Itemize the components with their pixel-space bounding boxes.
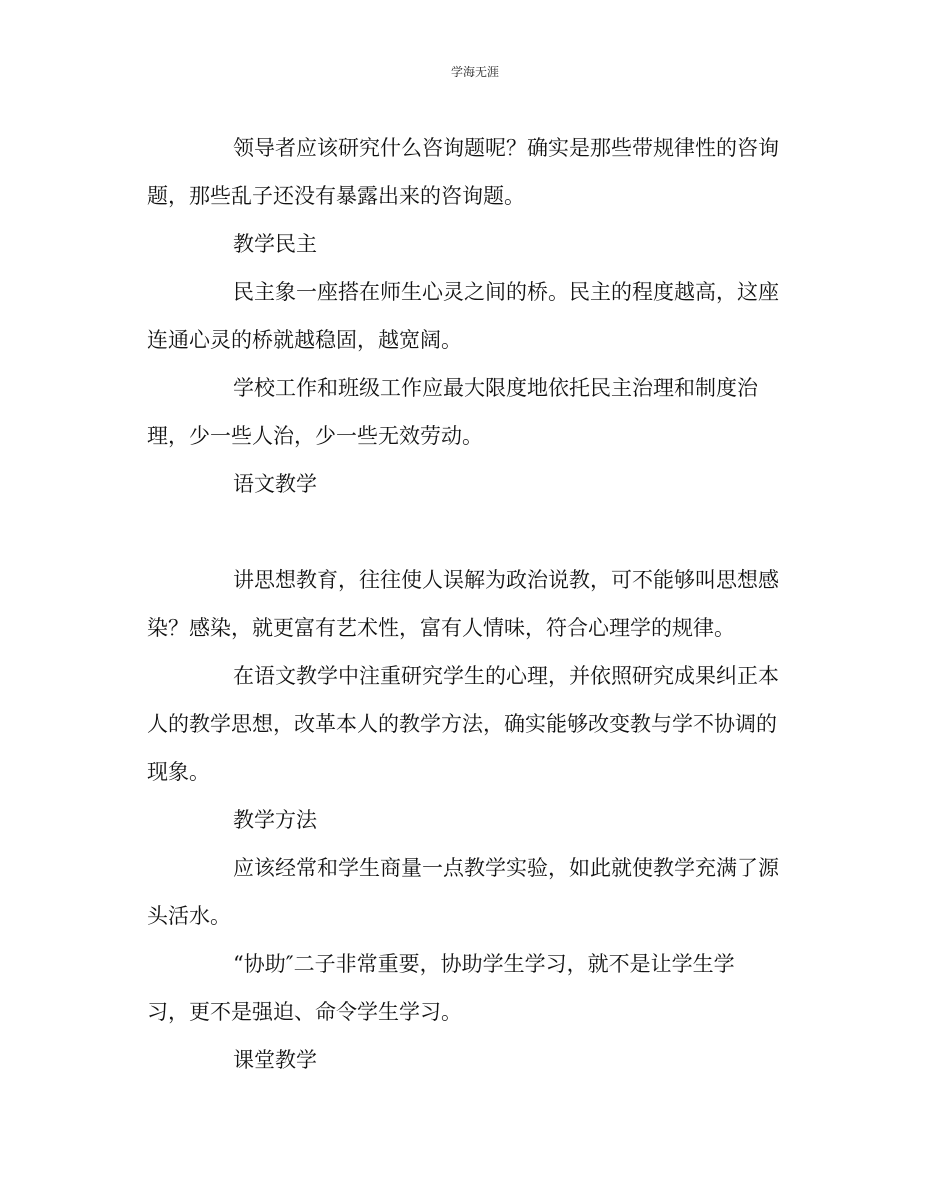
blank-line: [147, 508, 803, 556]
paragraph-line: 头活水。: [147, 904, 231, 928]
section-heading: 语文教学: [233, 472, 317, 496]
page-header: 学海无涯: [450, 65, 499, 79]
paragraph-line: 习，更不是强迫、命令学生学习。: [147, 1000, 462, 1024]
paragraph-line: 现象。: [147, 760, 210, 784]
document-body: [147, 124, 803, 1084]
section-heading: 教学方法: [233, 808, 317, 832]
paragraph-line: 民主象一座搭在师生心灵之间的桥。民主的程度越高，这座: [233, 280, 779, 304]
paragraph-line: 领导者应该研究什么咨询题呢？确实是那些带规律性的咨询: [233, 136, 779, 160]
paragraph-line: 学校工作和班级工作应最大限度地依托民主治理和制度治: [233, 376, 758, 400]
paragraph-line: 题，那些乱子还没有暴露出来的咨询题。: [147, 184, 525, 208]
section-heading: 教学民主: [233, 232, 317, 256]
paragraph-line: 理，少一些人治，少一些无效劳动。: [147, 424, 483, 448]
section-heading: 课堂教学: [233, 1048, 317, 1072]
paragraph-line: 人的教学思想，改革本人的教学方法，确实能够改变教与学不协调的: [147, 712, 777, 736]
paragraph-line: 连通心灵的桥就越稳固，越宽阔。: [147, 328, 462, 352]
paragraph-line: 讲思想教育，往往使人误解为政治说教，可不能够叫思想感: [233, 568, 779, 592]
paragraph-line: 应该经常和学生商量一点教学实验，如此就使教学充满了源: [233, 856, 779, 880]
paragraph-line: 在语文教学中注重研究学生的心理，并依照研究成果纠正本: [233, 664, 779, 688]
paragraph-line: 染？感染，就更富有艺术性，富有人情味，符合心理学的规律。: [147, 616, 735, 640]
paragraph-line: “协助″二子非常重要，协助学生学习，就不是让学生学: [233, 952, 735, 976]
